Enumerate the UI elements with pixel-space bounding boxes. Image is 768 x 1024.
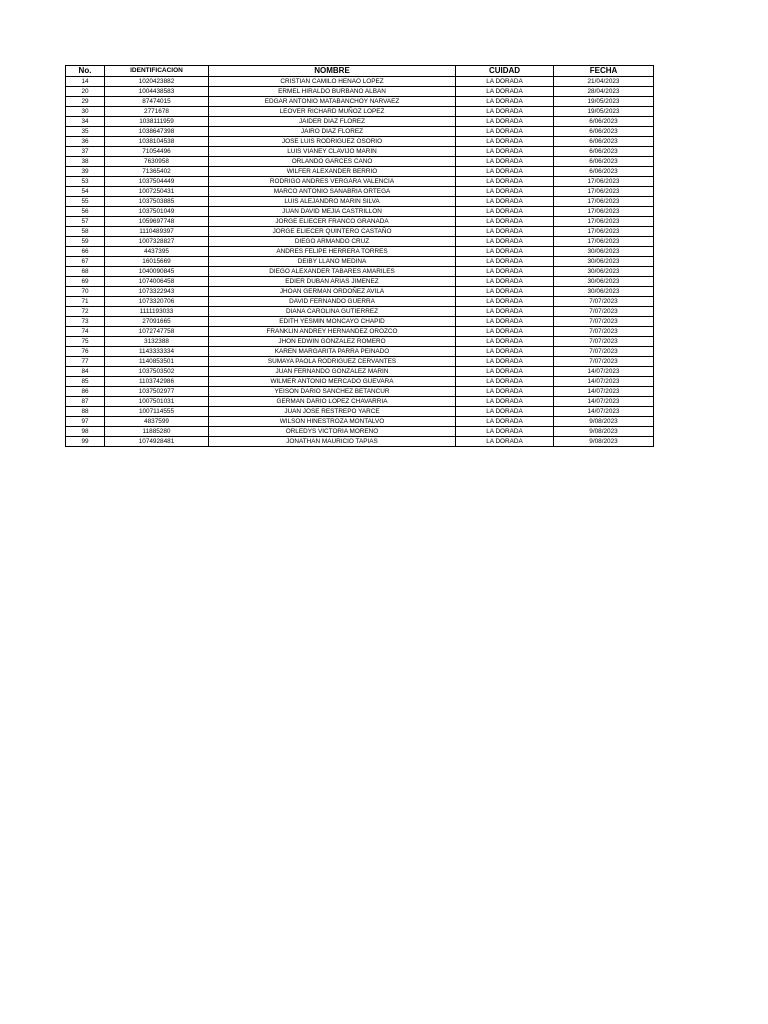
table-row — [66, 217, 654, 227]
row-fecha: 6/06/2023 — [554, 157, 654, 167]
row-nombre: JUAN FERNANDO GONZALEZ MARIN — [209, 367, 456, 377]
header-row — [66, 66, 654, 77]
table-row — [66, 397, 654, 407]
row-number: 36 — [66, 137, 105, 147]
row-identificacion: 1110489397 — [105, 227, 209, 237]
row-nombre: JOSE LUIS RODRIGUEZ OSORIO — [209, 137, 456, 147]
row-nombre: DIEGO ARMANDO CRUZ — [209, 237, 456, 247]
row-nombre: GERMAN DARIO LOPEZ CHAVARRIA — [209, 397, 456, 407]
row-fecha: 17/06/2023 — [554, 237, 654, 247]
row-nombre: YEISON DARIO SANCHEZ BETANCUR — [209, 387, 456, 397]
table-row — [66, 327, 654, 337]
row-identificacion: 1037502977 — [105, 387, 209, 397]
row-nombre: EDIER DUBAN ARIAS JIMENEZ — [209, 277, 456, 287]
table-row — [66, 277, 654, 287]
row-number: 69 — [66, 277, 105, 287]
row-cuidad: LA DORADA — [456, 307, 554, 317]
row-number: 70 — [66, 287, 105, 297]
header-identificacion: IDENTIFICACION — [105, 66, 209, 77]
row-number: 53 — [66, 177, 105, 187]
header-nombre: NOMBRE — [209, 66, 456, 77]
row-nombre: LUIS ALEJANDRO MARIN SILVA — [209, 197, 456, 207]
row-identificacion: 1038104538 — [105, 137, 209, 147]
row-nombre: MARCO ANTONIO SANABRIA ORTEGA — [209, 187, 456, 197]
table-row — [66, 417, 654, 427]
row-nombre: ORLEDYS VICTORIA MORENO — [209, 427, 456, 437]
row-identificacion: 16015669 — [105, 257, 209, 267]
row-number: 71 — [66, 297, 105, 307]
row-identificacion: 1059697748 — [105, 217, 209, 227]
header-no: No. — [66, 66, 105, 77]
row-identificacion: 1143333334 — [105, 347, 209, 357]
row-nombre: EDITH YESMIN MONCAYO CHAPID — [209, 317, 456, 327]
row-nombre: JAIRO DIAZ FLOREZ — [209, 127, 456, 137]
row-identificacion: 1007250431 — [105, 187, 209, 197]
row-nombre: SUMAYA PAOLA RODRIGUEZ CERVANTES — [209, 357, 456, 367]
row-number: 97 — [66, 417, 105, 427]
row-identificacion: 1074928481 — [105, 437, 209, 447]
row-cuidad: LA DORADA — [456, 317, 554, 327]
row-number: 14 — [66, 77, 105, 87]
row-cuidad: LA DORADA — [456, 197, 554, 207]
header-cuidad: CUIDAD — [456, 66, 554, 77]
table-row — [66, 297, 654, 307]
row-fecha: 7/07/2023 — [554, 337, 654, 347]
row-nombre: DEIBY LLANO MEDINA — [209, 257, 456, 267]
row-nombre: DIANA CAROLINA GUTIERREZ — [209, 307, 456, 317]
table-row — [66, 97, 654, 107]
row-number: 74 — [66, 327, 105, 337]
row-fecha: 7/07/2023 — [554, 297, 654, 307]
row-cuidad: LA DORADA — [456, 187, 554, 197]
row-number: 30 — [66, 107, 105, 117]
row-number: 57 — [66, 217, 105, 227]
row-nombre: LEOVER RICHARD MUÑOZ LOPEZ — [209, 107, 456, 117]
row-nombre: LUIS VIANEY CLAVIJO MARIN — [209, 147, 456, 157]
row-fecha: 19/05/2023 — [554, 97, 654, 107]
row-fecha: 28/04/2023 — [554, 87, 654, 97]
row-identificacion: 1038647398 — [105, 127, 209, 137]
row-fecha: 6/06/2023 — [554, 117, 654, 127]
row-number: 68 — [66, 267, 105, 277]
row-fecha: 30/06/2023 — [554, 277, 654, 287]
table-row — [66, 137, 654, 147]
row-nombre: CRISTIAN CAMILO HENAO LOPEZ — [209, 77, 456, 87]
row-identificacion: 71365402 — [105, 167, 209, 177]
row-nombre: JORGE ELIECER QUINTERO CASTAÑO — [209, 227, 456, 237]
row-fecha: 14/07/2023 — [554, 407, 654, 417]
row-number: 84 — [66, 367, 105, 377]
table-row — [66, 427, 654, 437]
table-row — [66, 107, 654, 117]
row-identificacion: 1020423882 — [105, 77, 209, 87]
row-identificacion: 3132388 — [105, 337, 209, 347]
row-number: 98 — [66, 427, 105, 437]
row-identificacion: 1004438583 — [105, 87, 209, 97]
row-fecha: 7/07/2023 — [554, 357, 654, 367]
row-identificacion: 1111193033 — [105, 307, 209, 317]
row-fecha: 9/08/2023 — [554, 417, 654, 427]
row-cuidad: LA DORADA — [456, 107, 554, 117]
row-fecha: 21/04/2023 — [554, 77, 654, 87]
row-identificacion: 1038111959 — [105, 117, 209, 127]
row-nombre: RODRIGO ANDRES VERGARA VALENCIA — [209, 177, 456, 187]
row-number: 56 — [66, 207, 105, 217]
row-identificacion: 2771678 — [105, 107, 209, 117]
row-number: 35 — [66, 127, 105, 137]
table-row — [66, 267, 654, 277]
row-fecha: 6/06/2023 — [554, 147, 654, 157]
row-identificacion: 87474015 — [105, 97, 209, 107]
row-fecha: 7/07/2023 — [554, 317, 654, 327]
table-row — [66, 237, 654, 247]
row-fecha: 30/06/2023 — [554, 257, 654, 267]
row-cuidad: LA DORADA — [456, 267, 554, 277]
row-identificacion: 1103742986 — [105, 377, 209, 387]
row-fecha: 6/06/2023 — [554, 127, 654, 137]
row-fecha: 7/07/2023 — [554, 327, 654, 337]
row-identificacion: 1037503502 — [105, 367, 209, 377]
row-identificacion: 4437395 — [105, 247, 209, 257]
row-identificacion: 1007501031 — [105, 397, 209, 407]
row-nombre: DIEGO ALEXANDER TABARES AMARILES — [209, 267, 456, 277]
row-cuidad: LA DORADA — [456, 407, 554, 417]
row-nombre: JUAN JOSE RESTREPO YARCE — [209, 407, 456, 417]
row-cuidad: LA DORADA — [456, 287, 554, 297]
row-nombre: ERMEL HIRALDO BURBANO ALBAN — [209, 87, 456, 97]
row-cuidad: LA DORADA — [456, 217, 554, 227]
row-cuidad: LA DORADA — [456, 327, 554, 337]
row-nombre: JORGE ELIECER FRANCO GRANADA — [209, 217, 456, 227]
row-cuidad: LA DORADA — [456, 377, 554, 387]
row-cuidad: LA DORADA — [456, 367, 554, 377]
table-row — [66, 77, 654, 87]
row-identificacion: 1073322943 — [105, 287, 209, 297]
row-identificacion: 1074006458 — [105, 277, 209, 287]
row-fecha: 30/06/2023 — [554, 247, 654, 257]
header-fecha: FECHA — [554, 66, 654, 77]
table-row — [66, 387, 654, 397]
row-cuidad: LA DORADA — [456, 87, 554, 97]
row-identificacion: 11885280 — [105, 427, 209, 437]
table-row — [66, 367, 654, 377]
table-row — [66, 117, 654, 127]
row-fecha: 14/07/2023 — [554, 377, 654, 387]
row-identificacion: 1072747758 — [105, 327, 209, 337]
row-nombre: JUAN DAVID MEJIA CASTRILLON — [209, 207, 456, 217]
table-row — [66, 257, 654, 267]
row-cuidad: LA DORADA — [456, 147, 554, 157]
table-row — [66, 307, 654, 317]
row-fecha: 17/06/2023 — [554, 227, 654, 237]
row-identificacion: 1073320706 — [105, 297, 209, 307]
row-identificacion: 27091665 — [105, 317, 209, 327]
row-nombre: WILMER ANTONIO MERCADO GUEVARA — [209, 377, 456, 387]
row-identificacion: 4837599 — [105, 417, 209, 427]
table-row — [66, 337, 654, 347]
row-nombre: FRANKLIN ANDREY HERNANDEZ OROZCO — [209, 327, 456, 337]
row-number: 59 — [66, 237, 105, 247]
row-cuidad: LA DORADA — [456, 387, 554, 397]
row-identificacion: 1140853501 — [105, 357, 209, 367]
row-identificacion: 1037503885 — [105, 197, 209, 207]
table-row — [66, 377, 654, 387]
row-fecha: 17/06/2023 — [554, 187, 654, 197]
table-row — [66, 127, 654, 137]
table-row — [66, 197, 654, 207]
table-row — [66, 207, 654, 217]
table-row — [66, 437, 654, 447]
row-number: 77 — [66, 357, 105, 367]
row-fecha: 9/08/2023 — [554, 437, 654, 447]
row-number: 55 — [66, 197, 105, 207]
row-fecha: 17/06/2023 — [554, 197, 654, 207]
row-cuidad: LA DORADA — [456, 337, 554, 347]
row-fecha: 14/07/2023 — [554, 387, 654, 397]
row-number: 38 — [66, 157, 105, 167]
row-number: 58 — [66, 227, 105, 237]
row-nombre: ORLANDO GARCES CANO — [209, 157, 456, 167]
row-fecha: 6/06/2023 — [554, 167, 654, 177]
row-nombre: JHOAN GERMAN ORDOÑEZ AVILA — [209, 287, 456, 297]
row-cuidad: LA DORADA — [456, 297, 554, 307]
table-row — [66, 317, 654, 327]
row-cuidad: LA DORADA — [456, 227, 554, 237]
table-row — [66, 347, 654, 357]
table-row — [66, 407, 654, 417]
row-cuidad: LA DORADA — [456, 357, 554, 367]
table-row — [66, 287, 654, 297]
row-number: 39 — [66, 167, 105, 177]
table-body — [66, 77, 654, 447]
table-row — [66, 227, 654, 237]
row-number: 66 — [66, 247, 105, 257]
row-cuidad: LA DORADA — [456, 237, 554, 247]
row-cuidad: LA DORADA — [456, 347, 554, 357]
row-number: 75 — [66, 337, 105, 347]
row-nombre: EDGAR ANTONIO MATABANCHOY NARVAEZ — [209, 97, 456, 107]
row-nombre: JHON EDWIN GONZALEZ ROMERO — [209, 337, 456, 347]
row-identificacion: 71054496 — [105, 147, 209, 157]
row-cuidad: LA DORADA — [456, 427, 554, 437]
row-nombre: JONATHAN MAURICIO TAPIAS — [209, 437, 456, 447]
row-fecha: 30/06/2023 — [554, 267, 654, 277]
row-fecha: 19/05/2023 — [554, 107, 654, 117]
row-number: 86 — [66, 387, 105, 397]
row-number: 85 — [66, 377, 105, 387]
table-header — [66, 66, 654, 77]
table-row — [66, 177, 654, 187]
row-number: 87 — [66, 397, 105, 407]
row-identificacion: 1040090845 — [105, 267, 209, 277]
row-number: 99 — [66, 437, 105, 447]
row-number: 72 — [66, 307, 105, 317]
row-cuidad: LA DORADA — [456, 177, 554, 187]
table-row — [66, 147, 654, 157]
row-fecha: 14/07/2023 — [554, 367, 654, 377]
row-fecha: 7/07/2023 — [554, 347, 654, 357]
row-cuidad: LA DORADA — [456, 277, 554, 287]
row-number: 29 — [66, 97, 105, 107]
row-cuidad: LA DORADA — [456, 127, 554, 137]
row-cuidad: LA DORADA — [456, 437, 554, 447]
row-fecha: 9/08/2023 — [554, 427, 654, 437]
row-nombre: DAVID FERNANDO GUERRA — [209, 297, 456, 307]
row-identificacion: 1037501049 — [105, 207, 209, 217]
row-number: 88 — [66, 407, 105, 417]
row-number: 54 — [66, 187, 105, 197]
row-fecha: 7/07/2023 — [554, 307, 654, 317]
row-cuidad: LA DORADA — [456, 397, 554, 407]
table-row — [66, 157, 654, 167]
row-cuidad: LA DORADA — [456, 137, 554, 147]
row-nombre: ANDRES FELIPE HERRERA TORRES — [209, 247, 456, 257]
row-identificacion: 1037504449 — [105, 177, 209, 187]
row-fecha: 17/06/2023 — [554, 177, 654, 187]
row-nombre: JAIDER DIAZ FLOREZ — [209, 117, 456, 127]
row-cuidad: LA DORADA — [456, 417, 554, 427]
row-number: 34 — [66, 117, 105, 127]
table-row — [66, 357, 654, 367]
row-number: 37 — [66, 147, 105, 157]
row-number: 76 — [66, 347, 105, 357]
row-nombre: WILSON HINESTROZA MONTALVO — [209, 417, 456, 427]
row-nombre: KAREN MARGARITA PARRA PEINADO — [209, 347, 456, 357]
row-fecha: 6/06/2023 — [554, 137, 654, 147]
row-fecha: 30/06/2023 — [554, 287, 654, 297]
row-fecha: 17/06/2023 — [554, 217, 654, 227]
row-number: 73 — [66, 317, 105, 327]
row-number: 20 — [66, 87, 105, 97]
row-cuidad: LA DORADA — [456, 257, 554, 267]
row-cuidad: LA DORADA — [456, 167, 554, 177]
row-cuidad: LA DORADA — [456, 207, 554, 217]
row-fecha: 14/07/2023 — [554, 397, 654, 407]
row-identificacion: 1007114555 — [105, 407, 209, 417]
table-row — [66, 87, 654, 97]
row-cuidad: LA DORADA — [456, 77, 554, 87]
row-number: 67 — [66, 257, 105, 267]
row-fecha: 17/06/2023 — [554, 207, 654, 217]
row-cuidad: LA DORADA — [456, 97, 554, 107]
row-cuidad: LA DORADA — [456, 247, 554, 257]
table-row — [66, 247, 654, 257]
registry-table — [65, 65, 654, 447]
table-row — [66, 167, 654, 177]
row-cuidad: LA DORADA — [456, 117, 554, 127]
row-cuidad: LA DORADA — [456, 157, 554, 167]
table-row — [66, 187, 654, 197]
row-nombre: WILFER ALEXANDER BERRIO — [209, 167, 456, 177]
row-identificacion: 1007328827 — [105, 237, 209, 247]
row-identificacion: 7630958 — [105, 157, 209, 167]
